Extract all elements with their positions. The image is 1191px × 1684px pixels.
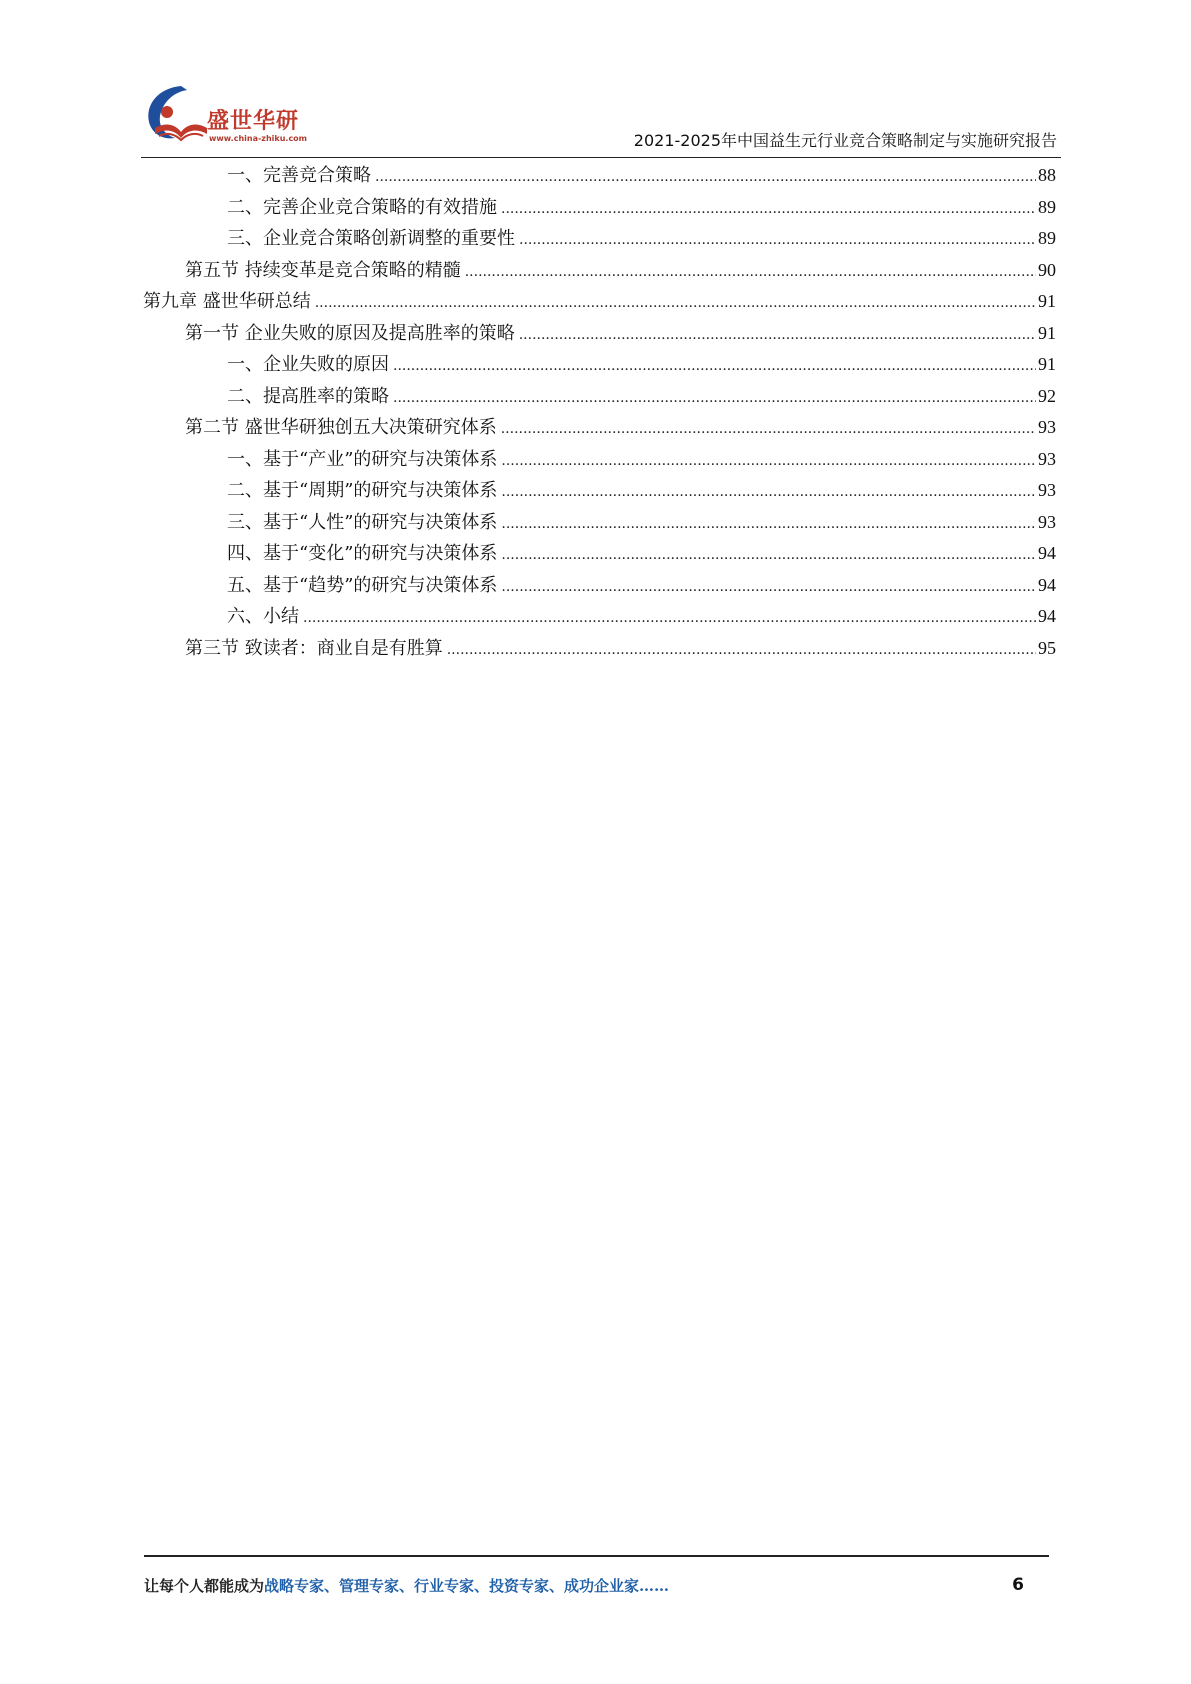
- toc-entry-title: 六、小结: [227, 606, 299, 627]
- toc-entry[interactable]: [141, 601, 1056, 633]
- toc-entry-title: 一、完善竞合策略: [227, 165, 371, 186]
- toc-dot-leader: [501, 446, 1036, 478]
- toc-dot-leader: [375, 162, 1036, 194]
- toc-entry-title: 一、基于“产业”的研究与决策体系: [227, 448, 498, 470]
- toc-entry-title: 二、提高胜率的策略: [227, 385, 389, 407]
- toc-entry-page: 94: [1038, 606, 1056, 626]
- toc-entry[interactable]: [141, 412, 1056, 444]
- toc-entry-page: 88: [1038, 165, 1056, 185]
- toc-entry-title: 第一节 企业失败的原因及提高胜率的策略: [185, 322, 515, 344]
- toc-entry[interactable]: [141, 570, 1056, 602]
- toc-entry[interactable]: [141, 381, 1056, 413]
- toc-entry[interactable]: [141, 192, 1056, 224]
- page-footer: [144, 1575, 1024, 1603]
- toc-entry[interactable]: [141, 160, 1056, 192]
- toc-entry-title: 五、基于“趋势”的研究与决策体系: [227, 574, 498, 596]
- toc-entry[interactable]: [141, 318, 1056, 350]
- toc-entry-page: 93: [1038, 480, 1056, 500]
- toc-dot-leader: [501, 414, 1036, 446]
- toc-entry-page: 90: [1038, 259, 1056, 280]
- toc-entry-page: 89: [1038, 228, 1056, 248]
- toc-dot-leader: [393, 351, 1036, 383]
- toc-dot-leader: [465, 257, 1036, 289]
- toc-dot-leader: [519, 320, 1036, 352]
- toc-entry-page: 89: [1038, 196, 1056, 217]
- toc-entry-title: 一、企业失败的原因: [227, 354, 389, 375]
- toc-entry[interactable]: [141, 349, 1056, 381]
- toc-dot-leader: [447, 635, 1036, 667]
- toc-entry[interactable]: [141, 286, 1056, 318]
- toc-entry-page: 93: [1038, 417, 1056, 437]
- toc-entry-title: 第二节 盛世华研独创五大决策研究体系: [185, 417, 497, 438]
- toc-entry[interactable]: [141, 475, 1056, 507]
- toc-entry-page: 94: [1038, 543, 1056, 563]
- page-number: 6: [1012, 1575, 1024, 1595]
- header-divider: [141, 157, 1061, 158]
- table-of-contents: [141, 160, 1056, 664]
- toc-entry-title: 三、基于“人性”的研究与决策体系: [227, 511, 498, 533]
- toc-dot-leader: [501, 540, 1036, 572]
- toc-dot-leader: [501, 477, 1036, 509]
- toc-entry[interactable]: [141, 538, 1056, 570]
- toc-entry-page: 94: [1038, 574, 1056, 595]
- toc-entry-page: 91: [1038, 291, 1056, 311]
- toc-entry[interactable]: [141, 223, 1056, 255]
- toc-dot-leader: [393, 383, 1036, 415]
- page-header: [141, 82, 1061, 158]
- toc-entry-title: 第三节 致读者：商业自是有胜算: [185, 637, 443, 659]
- toc-entry[interactable]: [141, 444, 1056, 476]
- toc-entry-title: 三、企业竞合策略创新调整的重要性: [227, 228, 515, 249]
- toc-entry-title: 二、基于“周期”的研究与决策体系: [227, 480, 498, 501]
- document-title: 2021-2025年中国益生元行业竞合策略制定与实施研究报告: [633, 131, 1057, 150]
- toc-entry[interactable]: [141, 255, 1056, 287]
- brand-url: www.china-zhiku.com: [209, 134, 308, 143]
- footer-slogan-prefix: 让每个人都能成为: [144, 1577, 265, 1595]
- toc-dot-leader: [501, 194, 1036, 226]
- toc-dot-leader: [303, 603, 1036, 635]
- toc-entry-title: 二、完善企业竞合策略的有效措施: [227, 196, 497, 218]
- toc-entry[interactable]: [141, 507, 1056, 539]
- toc-dot-leader: [501, 509, 1036, 541]
- toc-entry-page: 92: [1038, 385, 1056, 406]
- toc-entry-title: 第九章 盛世华研总结: [143, 291, 311, 312]
- toc-entry-page: 91: [1038, 322, 1056, 343]
- toc-dot-leader: [501, 572, 1036, 604]
- book-swoosh-icon: [141, 82, 211, 150]
- brand-name: 盛世华研: [207, 109, 300, 134]
- toc-entry-page: 95: [1038, 637, 1056, 658]
- toc-entry-title: 第五节 持续变革是竞合策略的精髓: [185, 259, 461, 281]
- toc-entry-page: 91: [1038, 354, 1056, 374]
- toc-entry-title: 四、基于“变化”的研究与决策体系: [227, 543, 498, 564]
- toc-entry[interactable]: [141, 633, 1056, 665]
- toc-entry-page: 93: [1038, 448, 1056, 469]
- footer-slogan-accent: 战略专家、管理专家、行业专家、投资专家、成功企业家……: [264, 1577, 670, 1595]
- toc-dot-leader: [519, 225, 1036, 257]
- footer-divider: [144, 1555, 1049, 1557]
- toc-dot-leader: [315, 288, 1036, 320]
- company-logo: [141, 82, 311, 150]
- toc-entry-page: 93: [1038, 511, 1056, 532]
